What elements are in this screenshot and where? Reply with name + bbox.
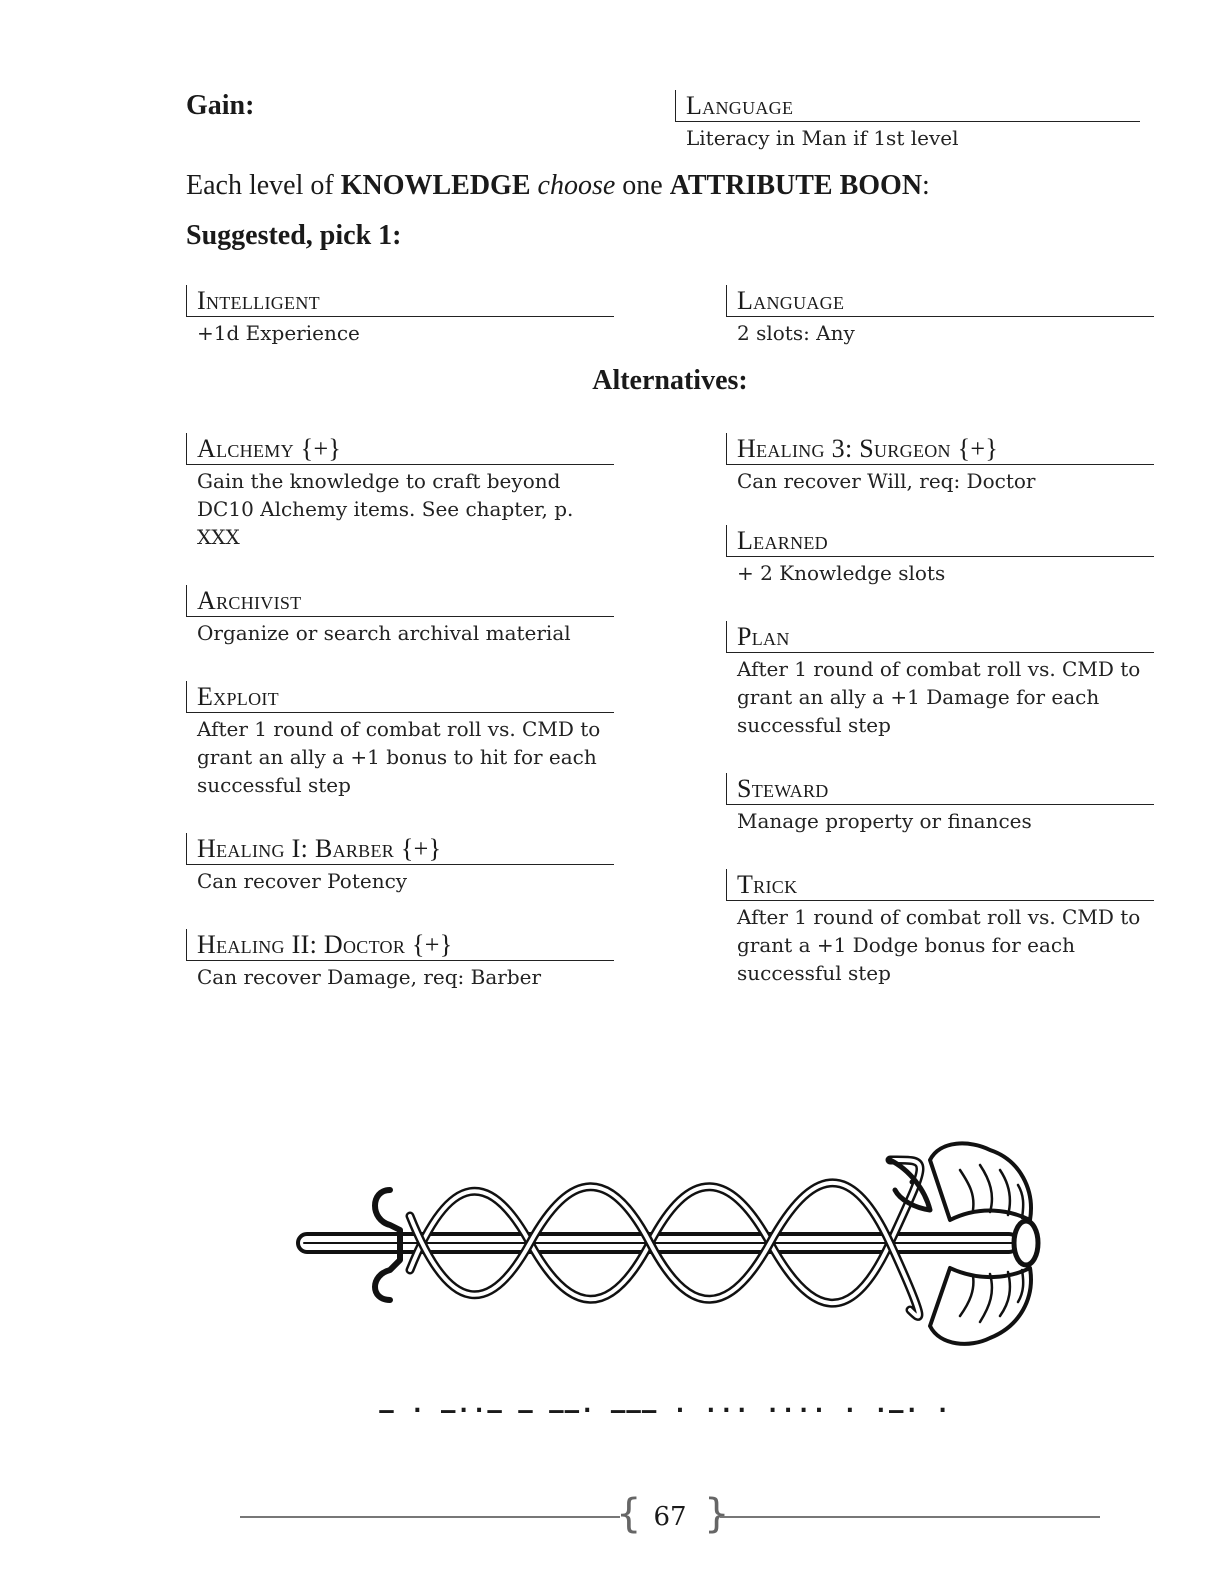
footer-rule-left <box>240 1516 620 1518</box>
boon-title: Alchemy {+} <box>186 433 614 465</box>
boon-title: Exploit <box>186 681 614 713</box>
boon-title: Healing I: Barber {+} <box>186 833 614 865</box>
footer-rule-right <box>720 1516 1100 1518</box>
intro-text-2: one <box>615 170 670 201</box>
boon-language <box>726 285 1154 347</box>
alternatives-heading: Alternatives: <box>592 365 748 396</box>
boon-title: Intelligent <box>186 285 614 317</box>
boon-desc: Can recover Damage, req: Barber <box>197 965 542 989</box>
boon-desc: Can recover Potency <box>197 869 408 893</box>
left-brace-icon: { <box>616 1491 642 1537</box>
boon-intelligent <box>186 285 614 347</box>
boon-desc: After 1 round of combat roll vs. CMD to grant an ally a +1 Damage for each successful step <box>737 657 1141 737</box>
intro-attribute-boon: ATTRIBUTE BOON <box>669 170 923 201</box>
intro-line <box>186 170 930 202</box>
boon-healing-barber <box>186 833 614 895</box>
boon-title: Learned <box>726 525 1154 557</box>
suggested-heading: Suggested, pick 1: <box>186 220 402 251</box>
boon-title: Language <box>726 285 1154 317</box>
boon-healing-surgeon <box>726 433 1154 495</box>
boon-title: Trick <box>726 869 1154 901</box>
boon-plan <box>726 621 1154 739</box>
boon-title: Archivist <box>186 585 614 617</box>
boon-desc: Literacy in Man if 1st level <box>686 126 959 150</box>
boon-desc: + 2 Knowledge slots <box>737 561 946 585</box>
boon-desc: Can recover Will, req: Doctor <box>737 469 1036 493</box>
boon-desc: Organize or search archival material <box>197 621 571 645</box>
right-brace-icon: } <box>704 1491 730 1537</box>
boon-title: Steward <box>726 773 1154 805</box>
boon-title: Plan <box>726 621 1154 653</box>
boon-desc: 2 slots: Any <box>737 321 855 345</box>
boon-healing-doctor <box>186 929 614 991</box>
page-number: 67 <box>653 1502 687 1532</box>
intro-text-1: Each level of <box>186 170 341 201</box>
boon-archivist <box>186 585 614 647</box>
morse-code-line: – · –··– – ––· ––– · ··· ···· · ·–· · <box>379 1396 951 1424</box>
intro-knowledge: KNOWLEDGE <box>340 170 531 201</box>
gain-label: Gain: <box>186 90 255 121</box>
boon-alchemy <box>186 433 614 551</box>
serpent-sword-illustration <box>290 1130 1050 1370</box>
boon-steward <box>726 773 1154 835</box>
boon-desc: After 1 round of combat roll vs. CMD to grant an ally a +1 bonus to hit for each successful step <box>197 717 601 797</box>
boon-title: Language <box>675 90 1140 122</box>
intro-colon: : <box>922 170 930 201</box>
boon-learned <box>726 525 1154 587</box>
boon-desc: After 1 round of combat roll vs. CMD to grant a +1 Dodge bonus for each successful step <box>737 905 1141 985</box>
gain-boon-language <box>675 90 1140 152</box>
boon-desc: Gain the knowledge to craft beyond DC10 Alchemy items. See chapter, p. XXX <box>197 469 574 549</box>
boon-title: Healing II: Doctor {+} <box>186 929 614 961</box>
boon-title: Healing 3: Surgeon {+} <box>726 433 1154 465</box>
boon-trick <box>726 869 1154 987</box>
intro-choose: choose <box>537 170 616 201</box>
boon-desc: +1d Experience <box>197 321 360 345</box>
boon-desc: Manage property or finances <box>737 809 1032 833</box>
boon-exploit <box>186 681 614 799</box>
